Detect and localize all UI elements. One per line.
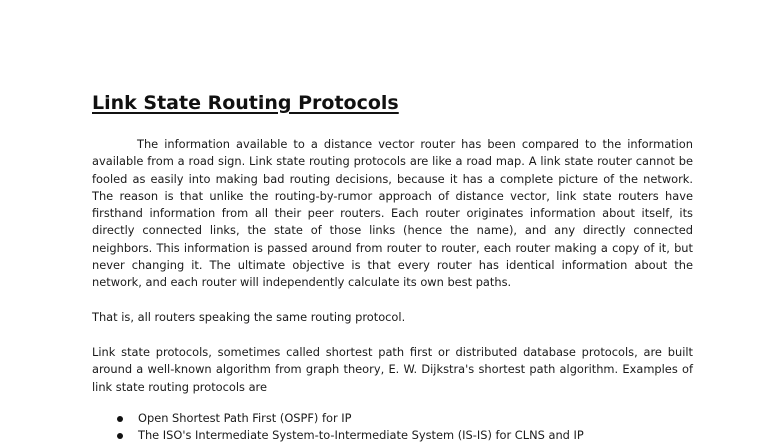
paragraph-algorithm: Link state protocols, sometimes called shortest path first or distributed database protocols, are built around a well-known algorithm from graph theory, E. W. Dijkstra's shortest path algorithm. Examples of link state routing protocols are xyxy=(92,345,693,394)
bullet-icon xyxy=(117,416,123,422)
bullet-icon xyxy=(117,433,123,439)
page-title: Link State Routing Protocols xyxy=(92,92,399,114)
list-item-text: The ISO's Intermediate System-to-Intermediate System (IS-IS) for CLNS and IP xyxy=(138,428,584,443)
protocol-list xyxy=(92,410,693,445)
list-item xyxy=(92,427,693,444)
paragraph-routers: That is, all routers speaking the same routing protocol. xyxy=(92,310,406,324)
list-item xyxy=(92,410,693,427)
paragraph-intro: The information available to a distance vector router has been compared to the information available from a road sign. Link state routing protocols are like a road map. A link state router cannot be fooled as easily into making bad routing decisions, because it has a complete picture of the network. The reason is that unlike the routing-by-rumor approach of distance vector, link state routers have firsthand information from all their peer routers. Each router originates information about itself, its directly connected links, the state of those links (hence the name), and any directly connected neighbors. This information is passed around from router to router, each router making a copy of it, but never changing it. The ultimate objective is that every router has identical information about the network, and each router will independently calculate its own best paths. xyxy=(92,137,693,290)
list-item-text: Open Shortest Path First (OSPF) for IP xyxy=(138,411,352,425)
